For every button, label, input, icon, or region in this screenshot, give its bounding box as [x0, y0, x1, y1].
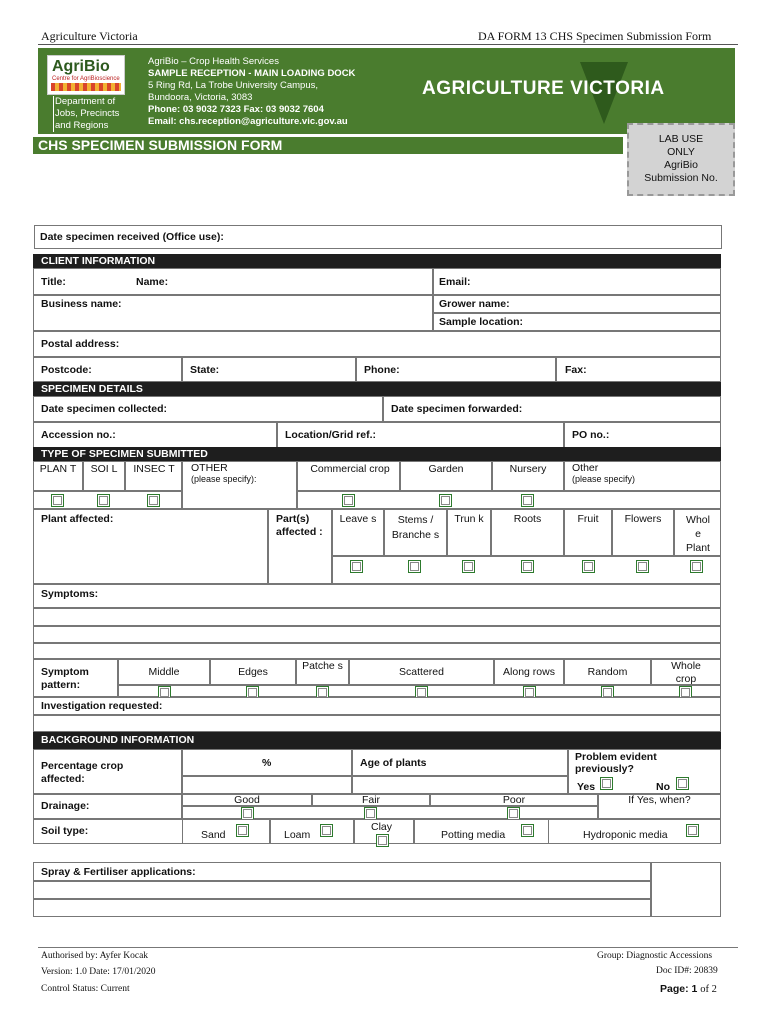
title-label: Title:: [41, 276, 66, 288]
rows-label: Along rows: [503, 666, 555, 678]
other2-label: Other: [572, 462, 599, 474]
sand-label: Sand: [201, 829, 226, 841]
insect-label: INSEC T: [133, 463, 175, 475]
date-received-label: Date specimen received (Office use):: [40, 231, 224, 243]
clay-label: Clay: [371, 821, 393, 833]
brand-title: AGRICULTURE VICTORIA: [422, 78, 665, 99]
fruit-label: Fruit: [577, 513, 599, 525]
fax-label: Fax:: [565, 364, 587, 376]
footer-page: Page: 1 of 2: [660, 983, 717, 995]
whole-crop-label: Whole crop: [671, 660, 701, 685]
pct-field[interactable]: [182, 776, 352, 794]
type-cb-row-right: [297, 491, 721, 509]
sand-checkbox[interactable]: [236, 824, 249, 837]
age-field[interactable]: [352, 776, 568, 794]
investigation-line[interactable]: [33, 715, 721, 732]
poor-label: Poor: [502, 794, 526, 806]
symptoms-line-1[interactable]: [33, 608, 721, 626]
insect-checkbox[interactable]: [147, 494, 160, 507]
random-label: Random: [587, 666, 628, 678]
postcode-label: Postcode:: [41, 364, 92, 376]
postal-label: Postal address:: [41, 338, 120, 350]
po-label: PO no.:: [572, 429, 610, 441]
leaves-label: Leave s: [339, 513, 377, 525]
stems-checkbox[interactable]: [408, 560, 421, 573]
sample-location-label: Sample location:: [439, 316, 524, 328]
footer-version: Version: 1.0 Date: 17/01/2020: [41, 967, 156, 977]
footer-group: Group: Diagnostic Accessions: [597, 951, 713, 961]
header-right: DA FORM 13 CHS Specimen Submission Form: [478, 29, 712, 43]
background-heading: BACKGROUND INFORMATION: [33, 732, 721, 749]
plant-checkbox[interactable]: [51, 494, 64, 507]
nursery-checkbox[interactable]: [521, 494, 534, 507]
plant-label: PLAN T: [39, 463, 77, 475]
state-label: State:: [190, 364, 220, 376]
middle-label: Middle: [148, 666, 180, 678]
specimen-heading: SPECIMEN DETAILS: [33, 382, 721, 396]
fair-label: Fair: [361, 794, 381, 806]
soil-checkbox[interactable]: [97, 494, 110, 507]
loam-checkbox[interactable]: [320, 824, 333, 837]
location-label: Location/Grid ref.:: [285, 429, 377, 441]
pattern-label: Symptom pattern:: [41, 666, 89, 691]
flowers-checkbox[interactable]: [636, 560, 649, 573]
garden-checkbox[interactable]: [439, 494, 452, 507]
email-field[interactable]: [433, 268, 721, 295]
commercial-checkbox[interactable]: [342, 494, 355, 507]
roots-label: Roots: [513, 513, 542, 525]
roots-checkbox[interactable]: [521, 560, 534, 573]
email-label: Email:: [439, 276, 471, 288]
header-left: Agriculture Victoria: [41, 29, 138, 43]
edges-label: Edges: [238, 666, 268, 678]
yes-checkbox[interactable]: [600, 777, 613, 790]
problem-label: Problem evident previously?: [575, 751, 657, 775]
flowers-label: Flowers: [624, 513, 662, 525]
scattered-label: Scattered: [399, 666, 444, 678]
stems-label: Stems / Branche s: [391, 514, 440, 541]
potting-label: Potting media: [441, 829, 506, 841]
no-checkbox[interactable]: [676, 777, 689, 790]
hydroponic-checkbox[interactable]: [686, 824, 699, 837]
plant-affected-label: Plant affected:: [41, 513, 114, 525]
when-label: If Yes, when?: [628, 794, 691, 806]
accession-label: Accession no.:: [41, 429, 116, 441]
fruit-checkbox[interactable]: [582, 560, 595, 573]
footer-control: Control Status: Current: [41, 984, 130, 994]
patches-label: Patche s: [302, 660, 343, 672]
footer-doc: Doc ID#: 20839: [656, 966, 718, 976]
pct-label: Percentage crop affected:: [41, 760, 124, 785]
phone-label: Phone:: [364, 364, 400, 376]
department-text: Department of Jobs, Precincts and Regions: [55, 96, 120, 131]
footer-authorised: Authorised by: Ayfer Kocak: [41, 951, 149, 961]
spray-line-1[interactable]: [33, 881, 651, 899]
potting-checkbox[interactable]: [521, 824, 534, 837]
parts-label: Part(s) affected :: [276, 513, 323, 538]
symptoms-field[interactable]: [33, 584, 721, 608]
forwarded-label: Date specimen forwarded:: [391, 403, 523, 415]
clay-checkbox[interactable]: [376, 834, 389, 847]
loam-label: Loam: [284, 829, 311, 841]
trunk-label: Trun k: [454, 513, 484, 525]
name-label: Name:: [136, 276, 169, 288]
agribio-logo: AgriBio Centre for AgriBioscience: [47, 55, 125, 95]
leaves-checkbox[interactable]: [350, 560, 363, 573]
good-label: Good: [234, 794, 260, 806]
other-label: OTHER: [191, 462, 228, 474]
client-heading: CLIENT INFORMATION: [33, 254, 721, 268]
grower-label: Grower name:: [439, 298, 510, 310]
investigation-label: Investigation requested:: [41, 700, 163, 712]
form-title: CHS SPECIMEN SUBMISSION FORM: [33, 137, 623, 154]
other2-note: (please specify): [572, 474, 636, 484]
commercial-label: Commercial crop: [310, 463, 390, 475]
symptoms-line-3[interactable]: [33, 643, 721, 659]
collected-label: Date specimen collected:: [41, 403, 168, 415]
lab-use-box: LAB USE ONLY AgriBio Submission No.: [627, 123, 735, 196]
pct-sign: %: [262, 757, 272, 769]
spray-line-2[interactable]: [33, 899, 651, 917]
hydroponic-label: Hydroponic media: [583, 829, 668, 841]
age-label: Age of plants: [360, 757, 427, 769]
title-name-field[interactable]: [33, 268, 433, 295]
type-heading: TYPE OF SPECIMEN SUBMITTED: [33, 447, 721, 461]
postal-field[interactable]: [33, 331, 721, 357]
soil-label: Soil type:: [41, 825, 89, 837]
yes-label: Yes: [577, 781, 596, 793]
nursery-label: Nursery: [509, 463, 547, 475]
footer-rule: [38, 947, 738, 948]
trunk-checkbox[interactable]: [462, 560, 475, 573]
spray-label: Spray & Fertiliser applications:: [41, 866, 196, 878]
soil-label: SOI L: [90, 463, 118, 475]
symptoms-line-2[interactable]: [33, 626, 721, 643]
header-rule: [38, 44, 738, 45]
address-block: AgriBio – Crop Health Services SAMPLE RECEPTION - MAIN LOADING DOCK 5 Ring Rd, La Trobe University Campus, Bundoora, Victoria, 3083 Phone: 03 9032 7323 Fax: 03 9032 7604 Email: chs.reception@agriculture.vic.gov.au: [148, 56, 356, 127]
garden-label: Garden: [428, 463, 464, 475]
whole-plant-checkbox[interactable]: [690, 560, 703, 573]
whole-plant-label: Whol e Plant: [686, 514, 710, 554]
no-label: No: [656, 781, 670, 793]
business-label: Business name:: [41, 298, 122, 310]
drainage-label: Drainage:: [41, 800, 90, 812]
symptoms-label: Symptoms:: [41, 588, 99, 600]
other-note: (please specify):: [191, 474, 257, 484]
